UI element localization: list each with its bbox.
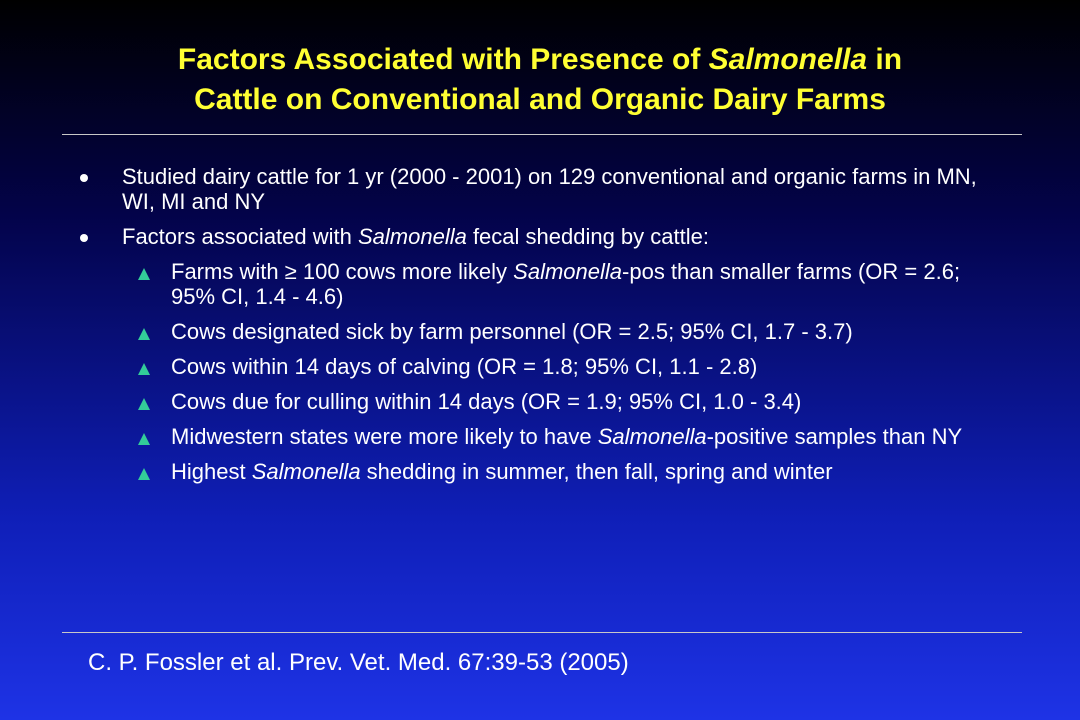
bullet-item: [80, 224, 980, 484]
sub-bullet-item: Cows designated sick by farm personnel (OR = 2.5; 95% CI, 1.7 - 3.7): [122, 319, 980, 344]
citation-divider: [62, 632, 1022, 633]
bullet-item: [80, 164, 980, 214]
triangle-bullet-icon: [138, 433, 150, 445]
slide-title-line-2: Cattle on Conventional and Organic Dairy Farms: [194, 83, 886, 116]
sub-bullet-list: [122, 259, 980, 484]
bullet-list: [80, 164, 980, 494]
triangle-bullet-icon: [138, 268, 150, 280]
triangle-bullet-icon: [138, 468, 150, 480]
salmonella-italic: Salmonella: [708, 43, 868, 76]
triangle-bullet-icon: [138, 328, 150, 340]
slide-title-line-1: Factors Associated with Presence of Salmonella in: [177, 43, 903, 76]
bullet-text: Studied dairy cattle for 1 yr (2000 - 2001) on 129 conventional and organic farms in MN, WI, MI and NY: [122, 164, 977, 214]
slide-title: [0, 40, 1080, 120]
bullet-dot-icon: [80, 234, 88, 242]
sub-bullet-item: Midwestern states were more likely to have Salmonella-positive samples than NY: [122, 424, 980, 449]
citation: C. P. Fossler et al. Prev. Vet. Med. 67:39-53 (2005): [88, 649, 629, 676]
sub-bullet-item: Cows within 14 days of calving (OR = 1.8; 95% CI, 1.1 - 2.8): [122, 354, 980, 379]
title-divider: [62, 134, 1022, 135]
triangle-bullet-icon: [138, 363, 150, 375]
sub-bullet-item: Farms with ≥ 100 cows more likely Salmonella-pos than smaller farms (OR = 2.6; 95% CI, 1.4 - 4.6): [122, 259, 980, 309]
bullet-text: Factors associated with Salmonella fecal shedding by cattle:: [122, 224, 709, 249]
sub-bullet-item: Highest Salmonella shedding in summer, then fall, spring and winter: [122, 459, 980, 484]
sub-bullet-item: Cows due for culling within 14 days (OR = 1.9; 95% CI, 1.0 - 3.4): [122, 389, 980, 414]
bullet-dot-icon: [80, 174, 88, 182]
triangle-bullet-icon: [138, 398, 150, 410]
